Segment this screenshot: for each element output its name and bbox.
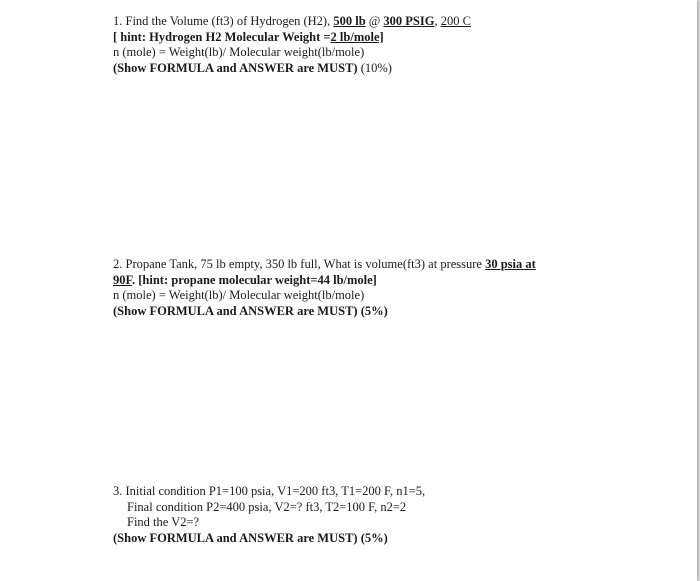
question-2-temperature: 90F (113, 272, 132, 287)
question-1-instruction (113, 61, 471, 77)
question-2-instruction: (Show FORMULA and ANSWER are MUST) (5%) (113, 303, 388, 318)
question-3-instruction: (Show FORMULA and ANSWER are MUST) (5%) (113, 530, 388, 545)
question-2-line-2 (113, 273, 536, 289)
question-1-line-1 (113, 14, 471, 30)
question-2-text: 2. Propane Tank, 75 lb empty, 350 lb full, What is volume(ft3) at pressure (113, 257, 486, 271)
question-1-at-sign: @ (365, 14, 384, 28)
question-1 (113, 14, 471, 76)
question-1-pressure: 300 PSIG (383, 14, 435, 28)
question-1-separator: , (434, 14, 441, 28)
question-2 (113, 257, 536, 319)
question-3-final-condition: Final condition P2=400 psia, V2=? ft3, T2=100 F, n2=2 (127, 499, 407, 514)
question-1-hint (113, 30, 471, 46)
question-2-pressure: 30 psia at (485, 257, 536, 271)
question-3-initial-condition: 3. Initial condition P1=100 psia, V1=200 ft3, T1=200 F, n1=5, (113, 484, 426, 498)
question-1-percent: (10%) (357, 60, 392, 75)
question-3 (113, 484, 425, 546)
question-1-hint-text: [ hint: Hydrogen H2 Molecular Weight = (113, 29, 331, 44)
question-2-formula: n (mole) = Weight(lb)/ Molecular weight(lb/mole) (113, 288, 365, 302)
question-1-hint-value: 2 lb/mole] (330, 29, 384, 44)
question-3-find: Find the V2=? (127, 515, 200, 529)
question-2-hint: . [hint: propane molecular weight=44 lb/mole] (132, 272, 377, 287)
question-1-text: 1. Find the Volume (ft3) of Hydrogen (H2), (113, 14, 334, 28)
question-1-instruction-text: (Show FORMULA and ANSWER are MUST) (113, 60, 358, 75)
question-1-temperature: 200 C (440, 14, 471, 28)
question-2-line-1 (113, 257, 536, 273)
question-1-formula: n (mole) = Weight(lb)/ Molecular weight(lb/mole) (113, 45, 365, 59)
question-1-weight: 500 lb (333, 14, 366, 28)
